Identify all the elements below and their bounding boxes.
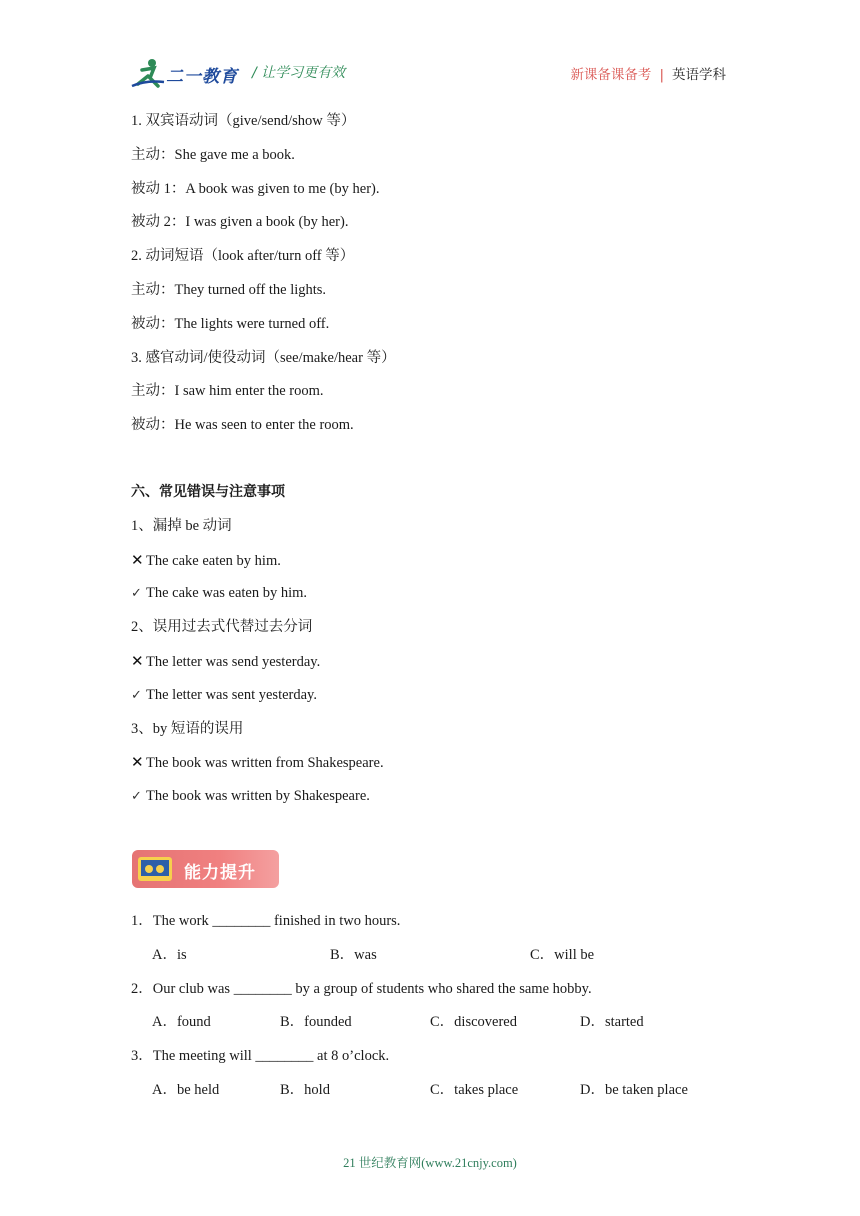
text-line: 2. 动词短语（look after/turn off 等）	[131, 248, 355, 265]
wrong-example	[131, 550, 731, 584]
text-line: 被动：The lights were turned off.	[131, 315, 330, 332]
text-line: 主动：I saw him enter the room.	[131, 383, 324, 400]
question-stem: 3．The meeting will ________ at 8 o’clock.	[131, 1048, 390, 1065]
ability-badge	[132, 850, 279, 888]
main-content	[131, 111, 731, 820]
logo-text: 二一教育	[166, 67, 238, 87]
classroom-icon	[138, 857, 172, 881]
question-options	[131, 945, 751, 979]
check-icon: ✓	[131, 586, 142, 602]
answer-option[interactable]: B．was	[330, 946, 377, 963]
text-line: 1. 双宾语动词（give/send/show 等）	[131, 113, 356, 129]
text-line: 主动：She gave me a book.	[131, 146, 295, 163]
text-line: 被动 1：A book was given to me (by her).	[131, 180, 380, 197]
grammar-lines	[131, 111, 731, 449]
text-line: 3. 感官动词/使役动词（see/make/hear 等）	[131, 349, 396, 366]
section-title: 六、常见错误与注意事项	[131, 483, 285, 500]
check-icon: ✓	[131, 687, 142, 703]
text-line: 被动：He was seen to enter the room.	[131, 417, 354, 434]
question-options	[131, 1080, 751, 1114]
badge-label: 能力提升	[184, 863, 256, 883]
answer-option[interactable]: D．started	[580, 1014, 644, 1031]
header-subject	[570, 63, 726, 83]
logo	[130, 56, 242, 90]
correct-example-text: The letter was sent yesterday.	[146, 686, 317, 703]
answer-option[interactable]: C．discovered	[430, 1014, 517, 1031]
wrong-example	[131, 752, 731, 786]
question-stem: 2．Our club was ________ by a group of students who shared the same hobby.	[131, 980, 592, 997]
correct-example-text: The book was written by Shakespeare.	[146, 788, 370, 805]
spacer	[131, 449, 731, 482]
correct-example	[131, 786, 731, 820]
wrong-example-text: The letter was send yesterday.	[146, 653, 321, 670]
header-course-label: 新课备课备考	[570, 67, 652, 83]
answer-option[interactable]: A．be held	[152, 1081, 220, 1098]
header-separator: |	[659, 67, 664, 83]
error-heading: 2、误用过去式代替过去分词	[131, 619, 313, 636]
answer-option[interactable]: A．found	[152, 1014, 211, 1031]
check-icon: ✓	[131, 789, 142, 805]
slogan: / 让学习更有效	[252, 65, 346, 81]
page-header	[130, 56, 726, 92]
error-heading: 1、漏掉 be 动词	[131, 517, 232, 534]
page-footer: 21 世纪教育网(www.21cnjy.com)	[343, 1156, 517, 1170]
text-line: 主动：They turned off the lights.	[131, 281, 327, 298]
error-heading: 3、by 短语的误用	[131, 720, 244, 737]
answer-option[interactable]: D．be taken place	[580, 1081, 688, 1098]
question-stem: 1．The work ________ finished in two hours.	[131, 913, 401, 929]
answer-option[interactable]: B．founded	[280, 1014, 352, 1031]
error-list	[131, 516, 731, 820]
header-subject-label: 英语学科	[672, 67, 726, 83]
answer-option[interactable]: C．takes place	[430, 1081, 519, 1098]
correct-example	[131, 685, 731, 719]
wrong-example-text: The cake eaten by him.	[146, 552, 281, 569]
correct-example	[131, 583, 731, 617]
text-line: 被动 2：I was given a book (by her).	[131, 214, 349, 231]
cross-icon: ✕	[131, 753, 144, 772]
answer-option[interactable]: C．will be	[530, 946, 595, 963]
runner-icon	[130, 56, 166, 90]
question-list	[131, 911, 751, 1114]
answer-option[interactable]: B．hold	[280, 1081, 330, 1098]
question-options	[131, 1012, 751, 1046]
cross-icon: ✕	[131, 651, 144, 670]
wrong-example	[131, 651, 731, 685]
wrong-example-text: The book was written from Shakespeare.	[146, 755, 384, 772]
correct-example-text: The cake was eaten by him.	[146, 585, 308, 602]
cross-icon: ✕	[131, 550, 144, 569]
answer-option[interactable]: A．is	[152, 946, 187, 963]
